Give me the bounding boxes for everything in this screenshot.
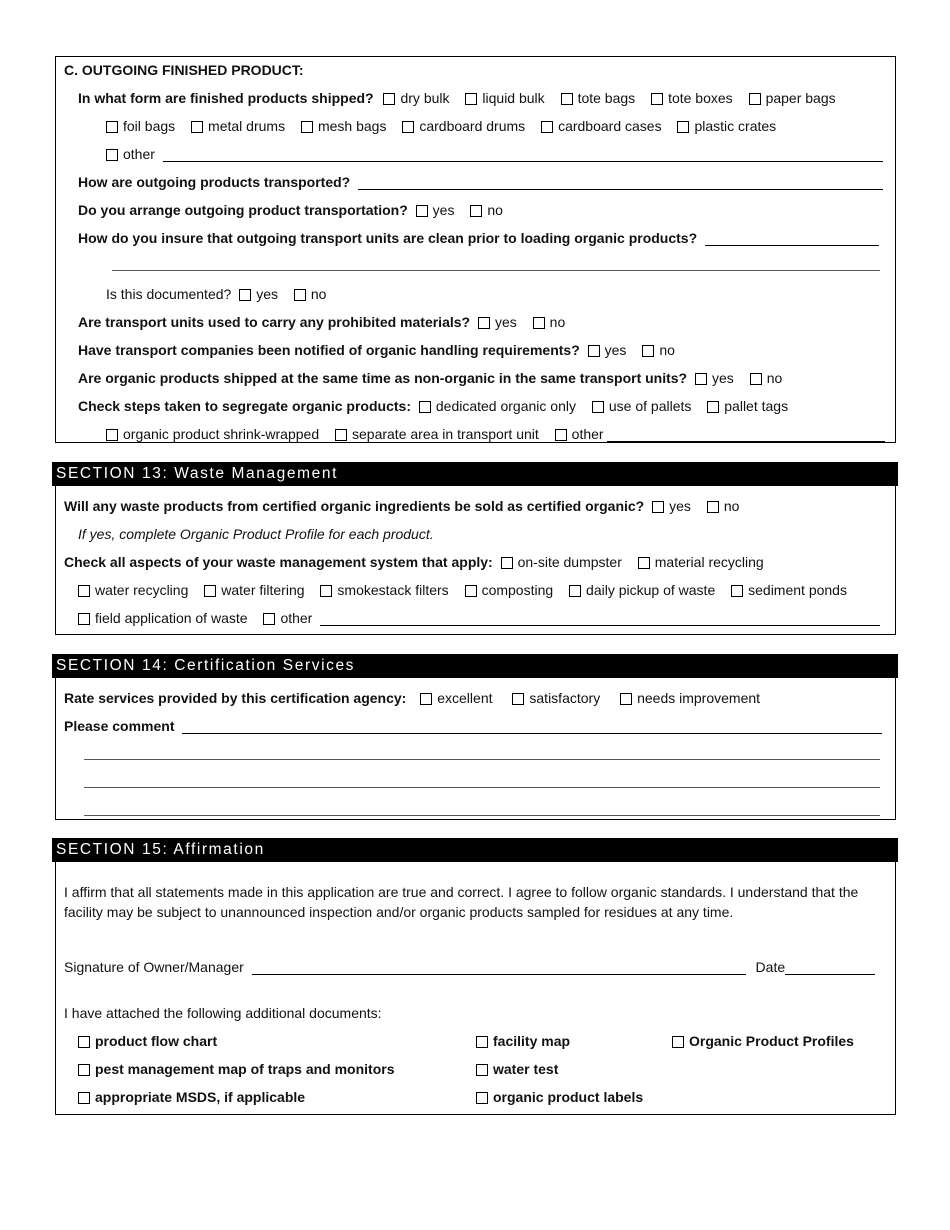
label-msds: appropriate MSDS, if applicable <box>95 1089 306 1105</box>
section-15-header: SECTION 15: Affirmation <box>52 838 898 862</box>
checkbox-water-test[interactable] <box>476 1064 488 1076</box>
label-yes: yes <box>669 498 691 514</box>
checkbox-segregate-other[interactable] <box>555 429 567 441</box>
waste-note: If yes, complete Organic Product Profile for each product. <box>78 526 434 542</box>
label-pallet-tags: pallet tags <box>724 398 789 414</box>
checkbox-onsite-dumpster[interactable] <box>501 557 513 569</box>
doc-facility-map <box>476 1032 570 1050</box>
checkbox-daily-pickup[interactable] <box>569 585 581 597</box>
checkbox-cardboard-cases[interactable] <box>541 121 553 133</box>
checkbox-pest-management-map[interactable] <box>78 1064 90 1076</box>
clean-field[interactable] <box>705 231 879 246</box>
checkbox-arrange-no[interactable] <box>470 205 482 217</box>
label-plastic-crates: plastic crates <box>694 118 777 134</box>
label-tote-boxes: tote boxes <box>668 90 733 106</box>
doc-msds <box>78 1088 305 1106</box>
transport-field[interactable] <box>358 175 883 190</box>
checkbox-tote-boxes[interactable] <box>651 93 663 105</box>
notified-row <box>78 341 675 359</box>
label-dry-bulk: dry bulk <box>400 90 450 106</box>
label-water-test: water test <box>493 1061 559 1077</box>
checkbox-composting[interactable] <box>465 585 477 597</box>
checkbox-form-other[interactable] <box>106 149 118 161</box>
label-needs-improvement: needs improvement <box>637 690 761 706</box>
same-time-row <box>78 369 782 387</box>
segregate-row <box>78 397 788 415</box>
label-paper-bags: paper bags <box>765 90 836 106</box>
label-metal-drums: metal drums <box>208 118 286 134</box>
label-no: no <box>549 314 566 330</box>
signature-label: Signature of Owner/Manager <box>64 959 244 975</box>
checkbox-organic-product-labels[interactable] <box>476 1092 488 1104</box>
waste-other-field[interactable] <box>320 611 880 626</box>
checkbox-use-of-pallets[interactable] <box>592 401 604 413</box>
waste-question: Will any waste products from certified organic ingredients be sold as certified organic? <box>64 498 645 514</box>
label-yes: yes <box>432 202 455 218</box>
form-row2 <box>106 117 776 135</box>
checkbox-waste-yes[interactable] <box>652 501 664 513</box>
label-no: no <box>723 498 740 514</box>
clean-field-line2[interactable] <box>112 270 880 271</box>
comment-line-4[interactable] <box>84 815 880 816</box>
label-material-recycling: material recycling <box>654 554 764 570</box>
section-13-header: SECTION 13: Waste Management <box>52 462 898 486</box>
checkbox-product-flow-chart[interactable] <box>78 1036 90 1048</box>
aspects-row2 <box>78 581 847 599</box>
label-daily-pickup: daily pickup of waste <box>586 582 716 598</box>
prohibited-row <box>78 313 565 331</box>
label-product-flow-chart: product flow chart <box>95 1033 218 1049</box>
label-shrink-wrapped: organic product shrink-wrapped <box>123 426 320 442</box>
label-water-filtering: water filtering <box>221 582 305 598</box>
same-time-question: Are organic products shipped at the same time as non-organic in the same transport units? <box>78 370 688 386</box>
checkbox-field-application[interactable] <box>78 613 90 625</box>
checkbox-tote-bags[interactable] <box>561 93 573 105</box>
checkbox-water-recycling[interactable] <box>78 585 90 597</box>
label-yes: yes <box>712 370 734 386</box>
waste-row <box>64 497 739 515</box>
checkbox-documented-no[interactable] <box>294 289 306 301</box>
doc-pest-management-map <box>78 1060 395 1078</box>
form-question-row <box>78 89 836 107</box>
label-sediment-ponds: sediment ponds <box>748 582 847 598</box>
aspects-row <box>64 553 764 571</box>
segregate-other-field[interactable] <box>607 427 885 442</box>
label-water-recycling: water recycling <box>95 582 189 598</box>
segregate-question: Check steps taken to segregate organic products: <box>78 398 411 414</box>
prohibited-question: Are transport units used to carry any prohibited materials? <box>78 314 471 330</box>
label-excellent: excellent <box>437 690 493 706</box>
doc-organic-product-labels <box>476 1088 643 1106</box>
documented-question: Is this documented? <box>106 286 232 302</box>
label-liquid-bulk: liquid bulk <box>482 90 545 106</box>
arrange-row <box>78 201 503 219</box>
checkbox-waste-other[interactable] <box>263 613 275 625</box>
checkbox-msds[interactable] <box>78 1092 90 1104</box>
label-use-of-pallets: use of pallets <box>608 398 692 414</box>
label-cardboard-cases: cardboard cases <box>558 118 662 134</box>
label-yes: yes <box>604 342 627 358</box>
rate-question: Rate services provided by this certification agency: <box>64 690 407 706</box>
checkbox-plastic-crates[interactable] <box>677 121 689 133</box>
label-foil-bags: foil bags <box>123 118 176 134</box>
checkbox-arrange-yes[interactable] <box>416 205 428 217</box>
checkbox-organic-product-profiles[interactable] <box>672 1036 684 1048</box>
doc-water-test <box>476 1060 558 1078</box>
label-yes: yes <box>256 286 278 302</box>
checkbox-metal-drums[interactable] <box>191 121 203 133</box>
label-tote-bags: tote bags <box>577 90 636 106</box>
checkbox-notified-yes[interactable] <box>588 345 600 357</box>
checkbox-documented-yes[interactable] <box>239 289 251 301</box>
checkbox-needs-improvement[interactable] <box>620 693 632 705</box>
checkbox-same-time-yes[interactable] <box>695 373 707 385</box>
checkbox-shrink-wrapped[interactable] <box>106 429 118 441</box>
doc-product-flow-chart <box>78 1032 217 1050</box>
checkbox-waste-no[interactable] <box>707 501 719 513</box>
label-yes: yes <box>494 314 517 330</box>
comment-line-2[interactable] <box>84 759 880 760</box>
checkbox-dedicated-organic[interactable] <box>419 401 431 413</box>
checkbox-smokestack-filters[interactable] <box>320 585 332 597</box>
signature-field[interactable] <box>252 960 746 975</box>
attached-label: I have attached the following additional documents: <box>64 1005 382 1021</box>
form-other-field[interactable] <box>163 147 883 162</box>
form-other-row <box>106 145 883 163</box>
label-separate-area: separate area in transport unit <box>352 426 539 442</box>
label-facility-map: facility map <box>493 1033 571 1049</box>
rate-row <box>64 689 760 707</box>
checkbox-notified-no[interactable] <box>642 345 654 357</box>
label-field-application: field application of waste <box>95 610 248 626</box>
label-no: no <box>310 286 327 302</box>
label-organic-product-profiles: Organic Product Profiles <box>689 1033 854 1049</box>
transport-row <box>78 173 883 191</box>
label-waste-other: other <box>280 610 313 626</box>
date-label: Date <box>755 959 786 975</box>
clean-row <box>78 229 879 247</box>
checkbox-paper-bags[interactable] <box>749 93 761 105</box>
checkbox-sediment-ponds[interactable] <box>731 585 743 597</box>
doc-organic-product-profiles <box>672 1032 854 1050</box>
checkbox-same-time-no[interactable] <box>750 373 762 385</box>
notified-question: Have transport companies been notified of organic handling requirements? <box>78 342 580 358</box>
label-segregate-other: other <box>571 426 604 442</box>
checkbox-prohibited-no[interactable] <box>533 317 545 329</box>
comment-row <box>64 717 882 735</box>
label-no: no <box>766 370 783 386</box>
segregate-row2 <box>106 425 885 443</box>
label-form-other: other <box>123 146 155 162</box>
date-field[interactable] <box>785 960 875 975</box>
aspects-row3 <box>78 609 880 627</box>
label-onsite-dumpster: on-site dumpster <box>517 554 622 570</box>
checkbox-material-recycling[interactable] <box>638 557 650 569</box>
arrange-question: Do you arrange outgoing product transportation? <box>78 202 408 218</box>
label-composting: composting <box>481 582 554 598</box>
checkbox-cardboard-drums[interactable] <box>402 121 414 133</box>
label-mesh-bags: mesh bags <box>317 118 387 134</box>
label-satisfactory: satisfactory <box>529 690 601 706</box>
transport-question: How are outgoing products transported? <box>78 174 351 190</box>
clean-question: How do you insure that outgoing transport units are clean prior to loading organic products? <box>78 230 698 246</box>
label-no: no <box>659 342 675 358</box>
label-dedicated-organic: dedicated organic only <box>435 398 576 414</box>
form-question: In what form are finished products shipped? <box>78 90 374 106</box>
comment-field[interactable] <box>182 719 882 734</box>
comment-label: Please comment <box>64 718 175 734</box>
label-no: no <box>487 202 503 218</box>
checkbox-water-filtering[interactable] <box>204 585 216 597</box>
checkbox-satisfactory[interactable] <box>512 693 524 705</box>
signature-row <box>64 958 875 976</box>
checkbox-excellent[interactable] <box>420 693 432 705</box>
label-organic-product-labels: organic product labels <box>493 1089 644 1105</box>
comment-line-3[interactable] <box>84 787 880 788</box>
checkbox-separate-area[interactable] <box>335 429 347 441</box>
section-14-header: SECTION 14: Certification Services <box>52 654 898 678</box>
checkbox-mesh-bags[interactable] <box>301 121 313 133</box>
checkbox-foil-bags[interactable] <box>106 121 118 133</box>
label-smokestack-filters: smokestack filters <box>337 582 449 598</box>
aspects-question: Check all aspects of your waste management system that apply: <box>64 554 493 570</box>
checkbox-liquid-bulk[interactable] <box>465 93 477 105</box>
affirmation-text: I affirm that all statements made in this application are true and correct. I agree to follow organic standards. I understand that the facility may be subject to unannounced inspection and/or organic products sampled for residues at any time. <box>64 884 859 920</box>
section-c-title: C. OUTGOING FINISHED PRODUCT: <box>64 62 304 78</box>
label-pest-management-map: pest management map of traps and monitors <box>95 1061 395 1077</box>
checkbox-pallet-tags[interactable] <box>707 401 719 413</box>
checkbox-dry-bulk[interactable] <box>383 93 395 105</box>
checkbox-facility-map[interactable] <box>476 1036 488 1048</box>
label-cardboard-drums: cardboard drums <box>419 118 526 134</box>
documented-row <box>106 285 326 303</box>
checkbox-prohibited-yes[interactable] <box>478 317 490 329</box>
